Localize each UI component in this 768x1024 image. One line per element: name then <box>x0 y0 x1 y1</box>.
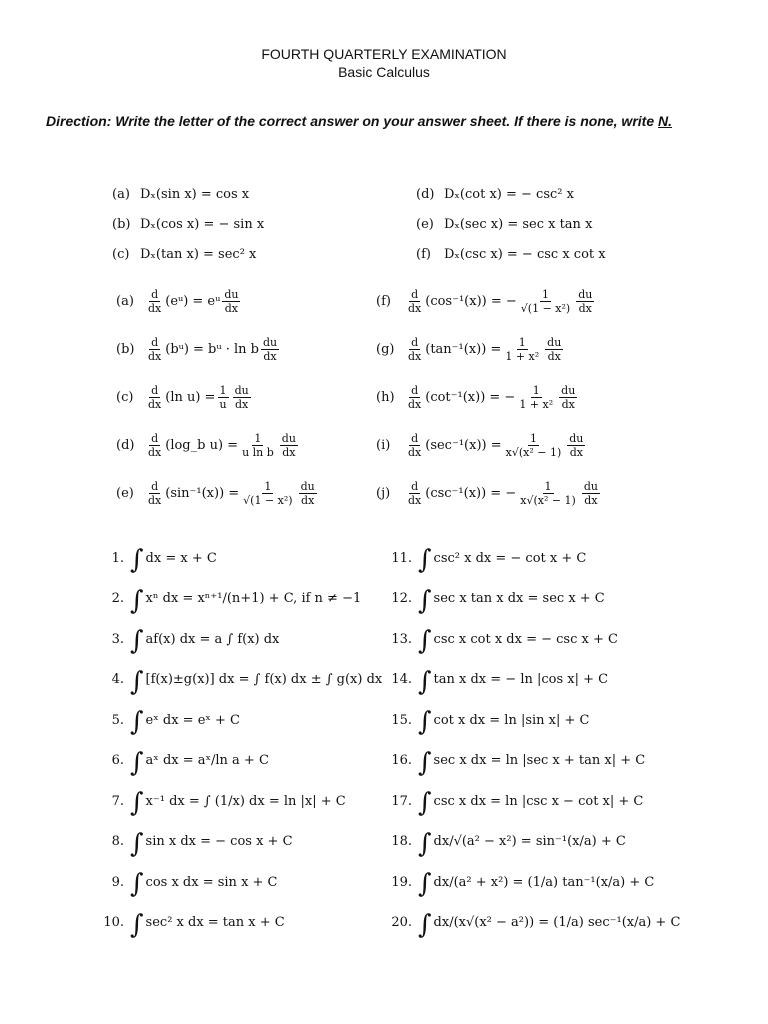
integral-rule <box>388 626 618 656</box>
item-number: 9. <box>111 874 124 890</box>
d-dx-fraction <box>146 432 163 459</box>
item-number: 8. <box>111 834 124 849</box>
fraction-numerator: d <box>151 432 159 445</box>
fraction-denominator: x√(x² − 1) <box>520 494 576 507</box>
item-number: 17. <box>391 793 412 809</box>
item-number: 5. <box>111 712 124 728</box>
rule-coefficient <box>517 384 555 411</box>
trig-rule <box>112 246 256 264</box>
integral-sign: ∫ <box>130 747 144 778</box>
integral-expression: csc x cot x dx = − csc x + C <box>433 631 618 647</box>
rule-coefficient <box>519 288 572 315</box>
fraction-denominator: dx <box>148 350 162 363</box>
fraction-numerator: 1 <box>544 480 552 493</box>
item-number: 11. <box>391 550 412 566</box>
fraction-denominator: dx <box>561 398 575 411</box>
rule-label: (f) <box>376 294 391 309</box>
fraction-numerator: d <box>151 288 159 301</box>
fraction-numerator: 1 <box>518 336 526 349</box>
item-number: 3. <box>111 631 124 647</box>
fraction-denominator: x√(x² − 1) <box>505 446 562 459</box>
rule-coefficient <box>504 432 564 459</box>
rule-label: (c) <box>116 390 134 405</box>
integral-expression: cot x dx = ln |sin x| + C <box>433 712 590 728</box>
integral-sign: ∫ <box>130 869 144 899</box>
du-dx-fraction <box>261 336 279 363</box>
fraction-denominator: dx <box>148 302 162 315</box>
page-subtitle: Basic Calculus <box>338 64 430 80</box>
fraction-numerator: 1 <box>254 432 262 445</box>
integral-rule <box>100 747 269 778</box>
fraction-numerator: du <box>224 288 239 301</box>
fraction-numerator: d <box>411 336 419 349</box>
fraction-numerator: d <box>411 288 419 301</box>
trig-rule <box>416 186 574 204</box>
fraction-numerator: du <box>578 288 593 301</box>
integral-sign: ∫ <box>418 747 432 778</box>
derivative-rule <box>376 288 596 315</box>
derivative-rule <box>116 384 253 411</box>
rule-expression: Dₓ(sin x) = cos x <box>140 187 250 202</box>
fraction-numerator: d <box>151 336 159 349</box>
integral-sign: ∫ <box>130 585 144 616</box>
rule-lhs: (cos⁻¹(x)) = − <box>425 294 517 309</box>
fraction-denominator: dx <box>301 494 315 507</box>
du-dx-fraction <box>222 288 240 315</box>
integral-sign: ∫ <box>418 585 432 616</box>
integral-expression: sin x dx = − cos x + C <box>145 834 293 849</box>
trig-rule <box>416 216 592 234</box>
fraction-denominator: 1 + x² <box>519 398 554 411</box>
du-dx-fraction <box>280 432 298 459</box>
fraction-numerator: d <box>411 432 419 445</box>
integral-rule <box>388 707 590 737</box>
du-dx-fraction <box>567 432 585 459</box>
integral-expression: [f(x)±g(x)] dx = ∫ f(x) dx ± ∫ g(x) dx <box>145 672 383 687</box>
d-dx-fraction <box>146 480 163 507</box>
trig-rule <box>416 246 606 264</box>
fraction-numerator: du <box>547 336 562 349</box>
fraction-denominator: √(1 − x²) <box>520 302 571 315</box>
fraction-numerator: du <box>262 336 278 349</box>
derivative-rule <box>376 480 602 507</box>
integral-expression: dx/(a² + x²) = (1/a) tan⁻¹(x/a) + C <box>433 874 655 890</box>
integral-sign: ∫ <box>418 828 432 859</box>
item-number: 10. <box>103 915 124 930</box>
du-dx-fraction <box>559 384 577 411</box>
fraction-denominator: u <box>219 398 227 411</box>
rule-expression: Dₓ(tan x) = sec² x <box>140 247 257 262</box>
fraction-denominator: dx <box>282 446 296 459</box>
integral-sign: ∫ <box>130 545 144 575</box>
rule-lhs: (csc⁻¹(x)) = − <box>425 486 517 501</box>
integral-expression: sec x dx = ln |sec x + tan x| + C <box>433 753 646 768</box>
fraction-numerator: du <box>583 480 598 493</box>
rule-lhs: (cot⁻¹(x)) = − <box>425 390 516 405</box>
item-number: 15. <box>391 712 412 728</box>
rule-expression: Dₓ(cos x) = − sin x <box>140 217 265 232</box>
integral-sign: ∫ <box>418 626 432 656</box>
rule-label: (a) <box>116 294 134 309</box>
item-number: 19. <box>391 874 412 890</box>
integral-sign: ∫ <box>418 788 432 818</box>
rule-lhs: (bᵘ) = bᵘ · ln b <box>165 342 259 357</box>
rule-lhs: (log_b u) = <box>165 438 239 453</box>
integral-expression: af(x) dx = a ∫ f(x) dx <box>145 631 280 647</box>
trig-rule <box>112 216 264 234</box>
d-dx-fraction <box>406 432 423 459</box>
integral-sign: ∫ <box>130 707 144 737</box>
integral-expression: cos x dx = sin x + C <box>145 874 278 890</box>
du-dx-fraction <box>233 384 251 411</box>
integral-sign: ∫ <box>130 909 144 940</box>
rule-lhs: (eᵘ) = eᵘ <box>165 294 221 309</box>
fraction-numerator: d <box>411 384 419 397</box>
integral-rule <box>388 545 587 575</box>
fraction-denominator: dx <box>263 350 277 363</box>
d-dx-fraction <box>146 384 163 411</box>
rule-lhs: (ln u) = <box>165 390 216 405</box>
rule-label: (e) <box>116 486 134 501</box>
fraction-numerator: d <box>411 480 419 493</box>
rule-label: (d) <box>416 187 435 202</box>
integral-rule <box>100 828 293 859</box>
rule-coefficient <box>503 336 541 363</box>
integral-sign: ∫ <box>418 909 432 940</box>
fraction-denominator: dx <box>408 398 422 411</box>
rule-expression: Dₓ(cot x) = − csc² x <box>444 187 574 202</box>
fraction-numerator: 1 <box>219 384 227 397</box>
d-dx-fraction <box>406 384 423 411</box>
integral-rule <box>100 545 217 575</box>
integral-rule <box>100 869 278 899</box>
rule-label: (g) <box>376 342 395 357</box>
fraction-denominator: dx <box>148 446 162 459</box>
fraction-numerator: d <box>151 384 159 397</box>
fraction-denominator: √(1 − x²) <box>243 494 293 507</box>
integral-rule <box>100 707 240 737</box>
integral-expression: x⁻¹ dx = ∫ (1/x) dx = ln |x| + C <box>145 793 346 809</box>
fraction-denominator: dx <box>578 302 592 315</box>
du-dx-fraction <box>299 480 317 507</box>
item-number: 6. <box>111 753 124 768</box>
fraction-denominator: dx <box>408 350 422 363</box>
fraction-numerator: du <box>234 384 249 397</box>
integral-expression: sec² x dx = tan x + C <box>145 915 285 930</box>
integral-expression: csc² x dx = − cot x + C <box>433 550 587 566</box>
integral-sign: ∫ <box>130 828 144 859</box>
fraction-denominator: dx <box>408 446 422 459</box>
item-number: 1. <box>111 550 124 566</box>
fraction-numerator: 1 <box>529 432 537 445</box>
rule-lhs: (sin⁻¹(x)) = <box>165 486 240 501</box>
fraction-numerator: du <box>569 432 584 445</box>
integral-rule <box>100 626 280 656</box>
d-dx-fraction <box>406 288 423 315</box>
fraction-denominator: u ln b <box>242 446 274 459</box>
rule-coefficient <box>217 384 228 411</box>
fraction-numerator: 1 <box>532 384 540 397</box>
du-dx-fraction <box>545 336 563 363</box>
item-number: 4. <box>111 672 124 687</box>
integral-sign: ∫ <box>418 666 432 697</box>
integral-rule <box>100 788 346 818</box>
integral-rule <box>388 666 609 697</box>
integral-sign: ∫ <box>130 788 144 818</box>
integral-expression: dx/√(a² − x²) = sin⁻¹(x/a) + C <box>433 834 626 849</box>
integral-sign: ∫ <box>130 666 144 697</box>
fraction-denominator: dx <box>148 494 162 507</box>
integral-rule <box>388 869 655 899</box>
rule-label: (i) <box>376 438 391 453</box>
rule-label: (e) <box>416 217 434 232</box>
fraction-numerator: 1 <box>541 288 549 301</box>
integral-rule <box>100 666 383 697</box>
rule-lhs: (sec⁻¹(x)) = <box>425 438 502 453</box>
integral-sign: ∫ <box>418 869 432 899</box>
direction-n: N. <box>658 113 672 129</box>
rule-expression: Dₓ(csc x) = − csc x cot x <box>444 247 606 262</box>
fraction-numerator: 1 <box>264 480 272 493</box>
du-dx-fraction <box>582 480 600 507</box>
fraction-numerator: du <box>300 480 315 493</box>
integral-sign: ∫ <box>418 545 432 575</box>
d-dx-fraction <box>146 288 163 315</box>
item-number: 12. <box>391 591 412 606</box>
item-number: 7. <box>111 793 124 809</box>
rule-label: (j) <box>376 486 391 501</box>
fraction-denominator: dx <box>547 350 561 363</box>
fraction-denominator: dx <box>408 302 422 315</box>
d-dx-fraction <box>406 480 423 507</box>
page-title: FOURTH QUARTERLY EXAMINATION <box>261 46 507 62</box>
derivative-rule <box>376 384 579 411</box>
rule-label: (b) <box>112 217 131 232</box>
fraction-denominator: dx <box>584 494 598 507</box>
rule-label: (d) <box>116 438 135 453</box>
derivative-rule <box>116 288 242 315</box>
derivative-rule <box>116 336 281 363</box>
derivative-rule <box>376 432 587 459</box>
fraction-denominator: dx <box>408 494 422 507</box>
rule-label: (a) <box>112 187 130 202</box>
integral-expression: dx = x + C <box>145 550 217 566</box>
derivative-rule <box>116 480 319 507</box>
item-number: 2. <box>111 591 124 606</box>
integral-expression: tan x dx = − ln |cos x| + C <box>433 672 609 687</box>
rule-lhs: (tan⁻¹(x)) = <box>425 342 502 357</box>
item-number: 18. <box>391 834 412 849</box>
derivative-rule <box>376 336 565 363</box>
rule-label: (h) <box>376 390 395 405</box>
rule-label: (c) <box>112 247 130 262</box>
integral-expression: sec x tan x dx = sec x + C <box>433 591 605 606</box>
integral-rule <box>388 788 644 818</box>
item-number: 14. <box>391 672 412 687</box>
integral-expression: eˣ dx = eˣ + C <box>145 712 240 728</box>
item-number: 16. <box>391 753 412 768</box>
integral-rule <box>388 747 646 778</box>
rule-expression: Dₓ(sec x) = sec x tan x <box>444 217 593 232</box>
integral-rule <box>388 909 681 940</box>
fraction-denominator: dx <box>235 398 249 411</box>
trig-rule <box>112 186 249 204</box>
direction-text <box>46 112 726 131</box>
fraction-numerator: du <box>281 432 296 445</box>
integral-expression: xⁿ dx = xⁿ⁺¹/(n+1) + C, if n ≠ −1 <box>145 591 362 606</box>
item-number: 13. <box>391 631 412 647</box>
integral-expression: aˣ dx = aˣ/ln a + C <box>145 753 269 768</box>
integral-rule <box>388 585 605 616</box>
direction-body: Direction: Write the letter of the correct answer on your answer sheet. If there is none, write <box>46 113 655 129</box>
fraction-denominator: dx <box>148 398 162 411</box>
fraction-denominator: dx <box>569 446 583 459</box>
rule-coefficient <box>241 480 294 507</box>
rule-coefficient <box>240 432 276 459</box>
rule-label: (b) <box>116 342 135 357</box>
du-dx-fraction <box>576 288 594 315</box>
rule-label: (f) <box>416 247 431 262</box>
integral-sign: ∫ <box>418 707 432 737</box>
integral-sign: ∫ <box>130 626 144 656</box>
integral-rule <box>100 909 285 940</box>
rule-coefficient <box>518 480 578 507</box>
fraction-numerator: du <box>561 384 576 397</box>
derivative-rule <box>116 432 300 459</box>
integral-rule <box>388 828 626 859</box>
integral-rule <box>100 585 362 616</box>
integral-expression: csc x dx = ln |csc x − cot x| + C <box>433 793 644 809</box>
fraction-denominator: 1 + x² <box>505 350 540 363</box>
integral-expression: dx/(x√(x² − a²)) = (1/a) sec⁻¹(x/a) + C <box>433 915 681 930</box>
fraction-denominator: dx <box>224 302 238 315</box>
fraction-numerator: d <box>151 480 159 493</box>
item-number: 20. <box>391 915 412 930</box>
d-dx-fraction <box>146 336 163 363</box>
d-dx-fraction <box>406 336 423 363</box>
